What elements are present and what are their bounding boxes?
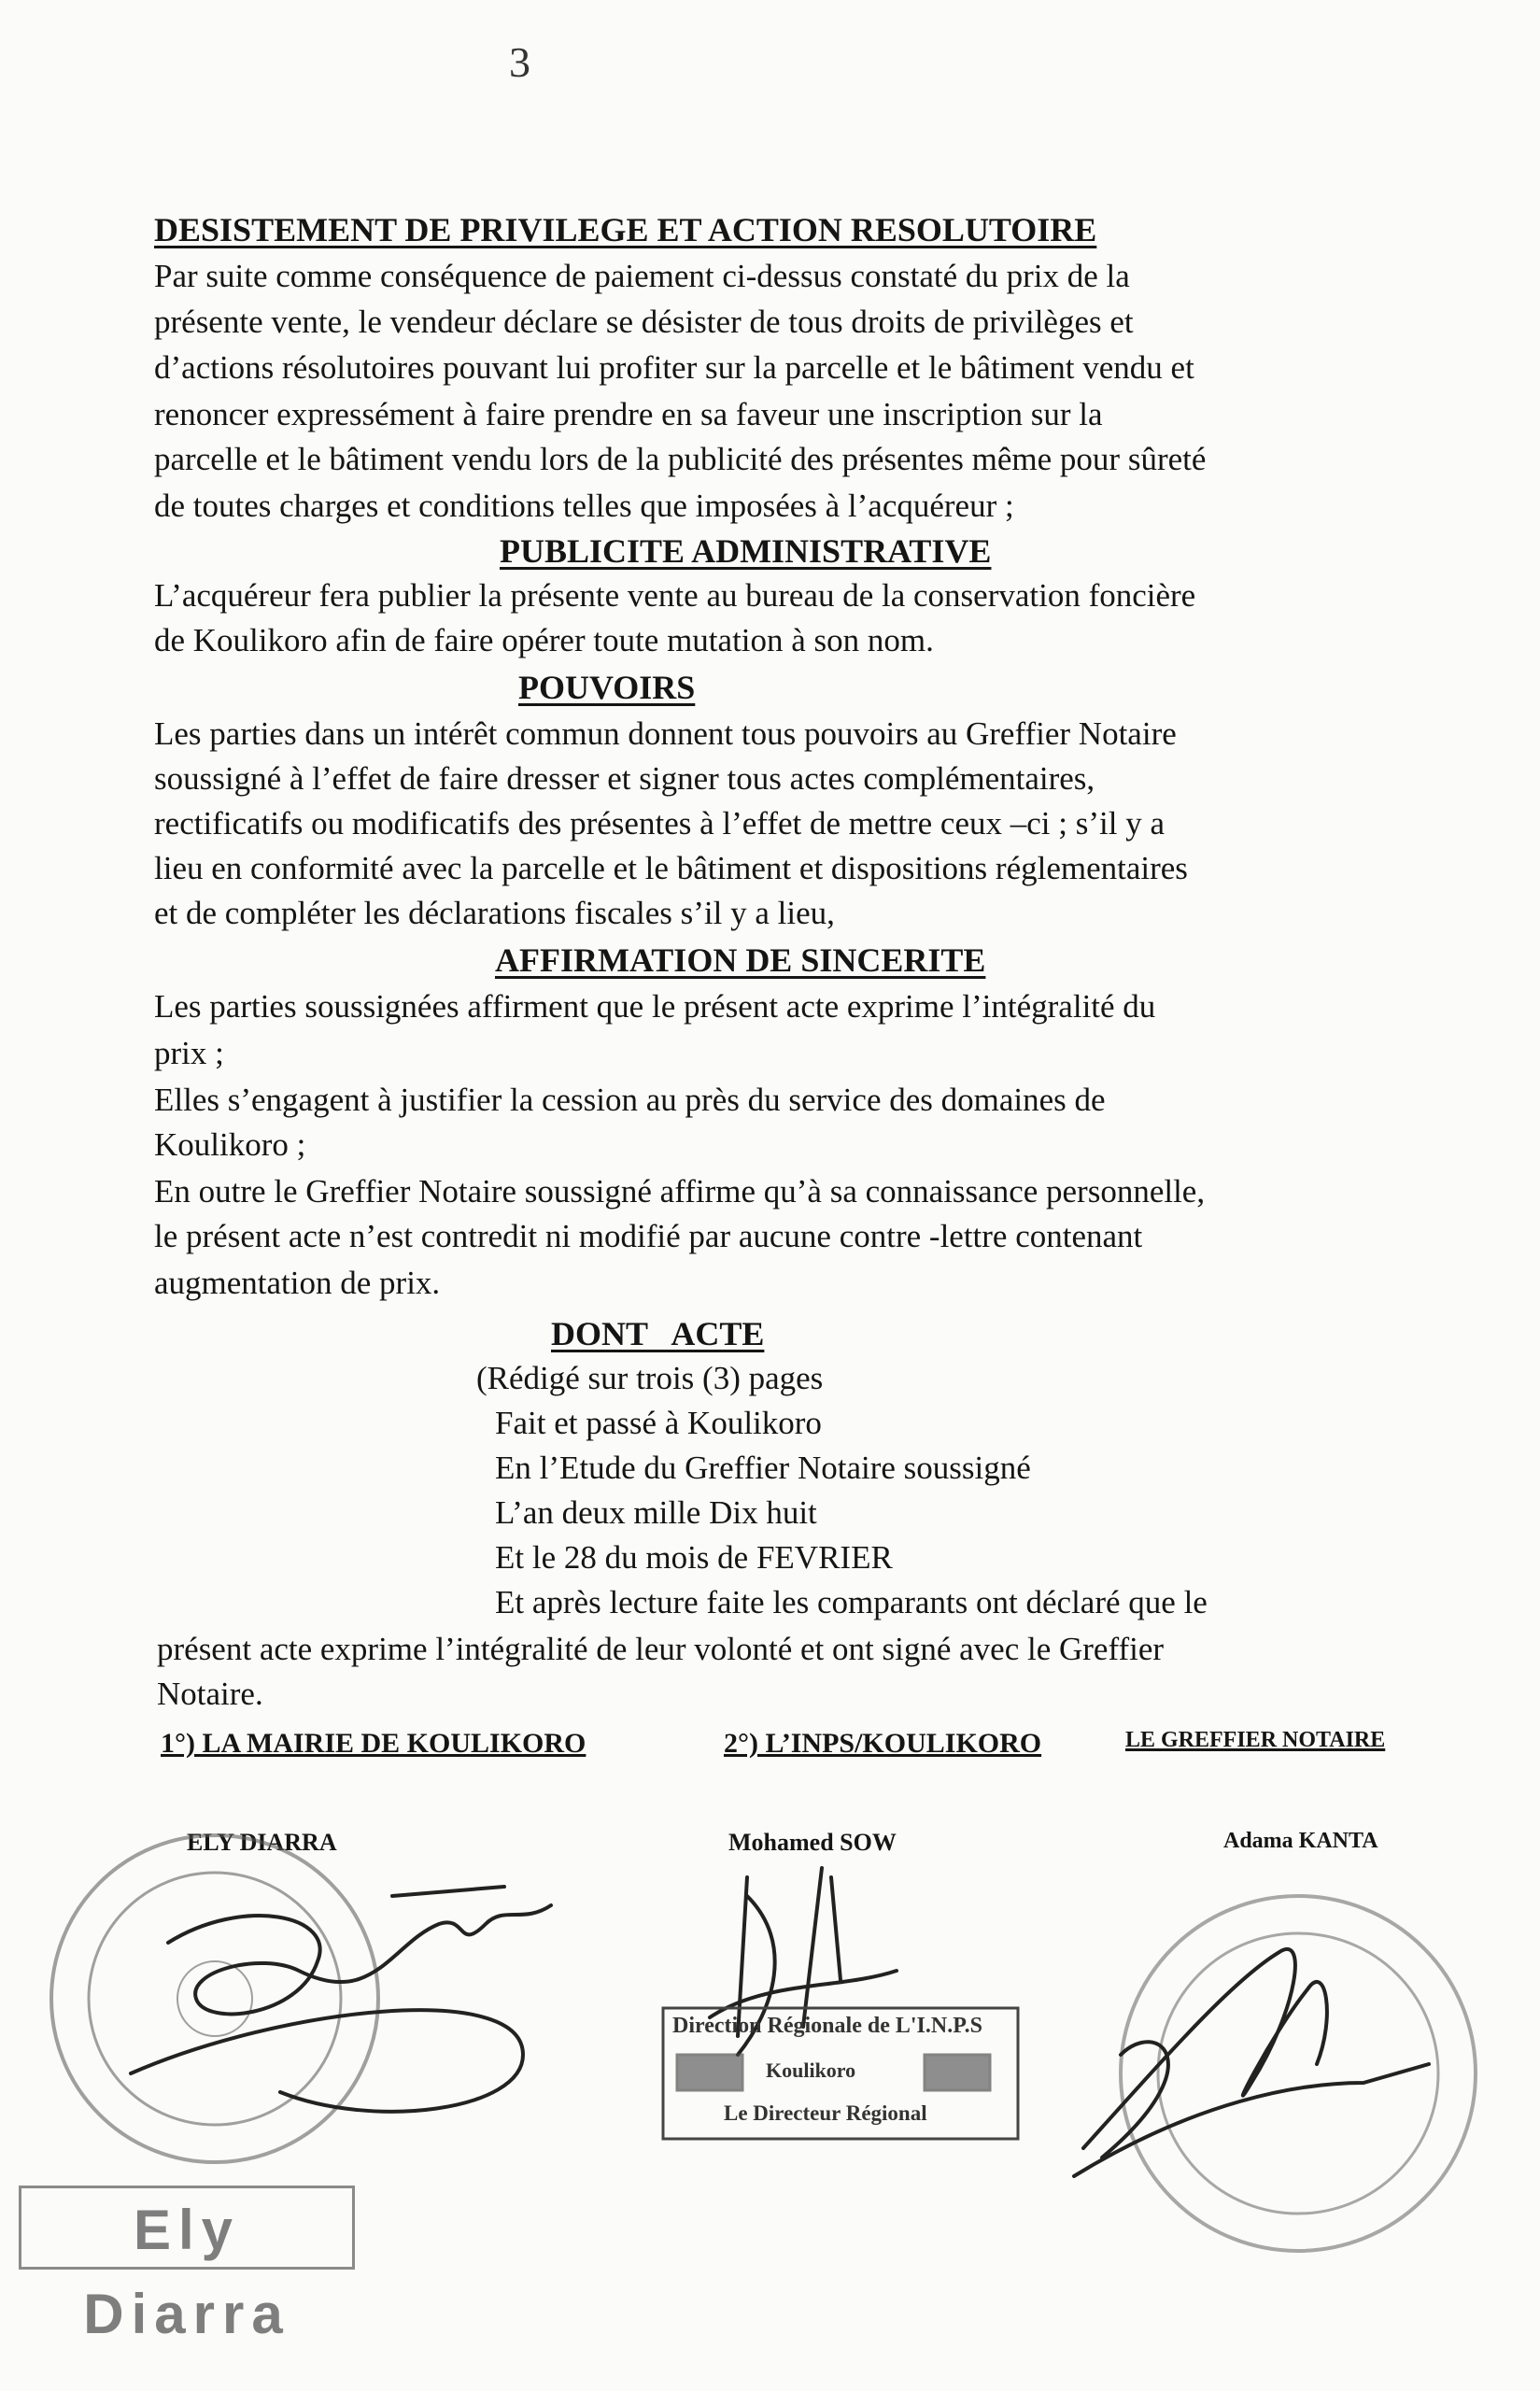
signatory-name-inps: Mohamed SOW — [728, 1829, 897, 1856]
greffier-round-seal — [1121, 1896, 1476, 2251]
adama-kanta-signature — [1074, 1949, 1429, 2176]
paragraph-line: Et le 28 du mois de FEVRIER — [495, 1539, 893, 1576]
paragraph-line: (Rédigé sur trois (3) pages — [476, 1360, 824, 1396]
paragraph-line: et de compléter les déclarations fiscales s’il y a lieu, — [154, 895, 835, 931]
paragraph-line: parcelle et le bâtiment vendu lors de la publicité des présentes même pour sûreté — [154, 441, 1207, 477]
paragraph-line: augmentation de prix. — [154, 1265, 441, 1301]
heading-affirmation: AFFIRMATION DE SINCERITE — [495, 941, 986, 979]
signatory-heading-greffier: LE GREFFIER NOTAIRE — [1125, 1728, 1386, 1752]
paragraph-line: Les parties dans un intérêt commun donnent tous pouvoirs au Greffier Notaire — [154, 715, 1177, 752]
paragraph-line: de toutes charges et conditions telles que imposées à l’acquéreur ; — [154, 488, 1014, 524]
paragraph-line: Par suite comme conséquence de paiement ci-dessus constaté du prix de la — [154, 258, 1130, 294]
heading-pouvoirs: POUVOIRS — [518, 669, 696, 706]
paragraph-line: Notaire. — [157, 1676, 263, 1712]
paragraph-line: prix ; — [154, 1035, 224, 1071]
paragraph-line: Fait et passé à Koulikoro — [495, 1405, 822, 1441]
paragraph-line: L’acquéreur fera publier la présente vente au bureau de la conservation foncière — [154, 577, 1196, 614]
paragraph-line: Elles s’engagent à justifier la cession au près du service des domaines de — [154, 1082, 1106, 1118]
signatory-heading-mairie: 1°) LA MAIRIE DE KOULIKORO — [161, 1728, 586, 1759]
heading-dont-acte: DONT ACTE — [551, 1315, 765, 1352]
mairie-round-seal — [51, 1835, 378, 2162]
heading-desistement: DESISTEMENT DE PRIVILEGE ET ACTION RESOLUTOIRE — [154, 211, 1097, 248]
signatory-name-greffier: Adama KANTA — [1223, 1829, 1378, 1853]
signatory-heading-inps: 2°) L’INPS/KOULIKORO — [724, 1728, 1042, 1759]
paragraph-line: L’an deux mille Dix huit — [495, 1494, 817, 1531]
paragraph-line: le présent acte n’est contredit ni modifié par aucune contre -lettre contenant — [154, 1218, 1143, 1254]
paragraph-line: soussigné à l’effet de faire dresser et signer tous actes complémentaires, — [154, 760, 1095, 797]
paragraph-line: présente vente, le vendeur déclare se désister de tous droits de privilèges et — [154, 304, 1134, 340]
inps-stamp-line2: Koulikoro — [766, 2059, 856, 2082]
paragraph-line: Et après lecture faite les comparants ont déclaré que le — [495, 1584, 1208, 1620]
heading-publicite: PUBLICITE ADMINISTRATIVE — [500, 532, 992, 570]
ely-diarra-name-stamp: Ely Diarra — [19, 2186, 355, 2270]
paragraph-line: Koulikoro ; — [154, 1126, 306, 1163]
paragraph-line: présent acte exprime l’intégralité de leur volonté et ont signé avec le Greffier — [157, 1631, 1165, 1667]
inps-stamp-line3: Le Directeur Régional — [724, 2101, 927, 2125]
paragraph-line: En outre le Greffier Notaire soussigné affirme qu’à sa connaissance personnelle, — [154, 1173, 1206, 1210]
inps-stamp-line1: Direction Régionale de L'I.N.P.S — [672, 2014, 983, 2038]
page-number-handwritten: 3 — [509, 38, 530, 86]
paragraph-line: rectificatifs ou modificatifs des présentes à l’effet de mettre ceux –ci ; s’il y a — [154, 805, 1165, 842]
paragraph-line: En l’Etude du Greffier Notaire soussigné — [495, 1450, 1031, 1486]
paragraph-line: renoncer expressément à faire prendre en sa faveur une inscription sur la — [154, 396, 1103, 432]
paragraph-line: d’actions résolutoires pouvant lui profiter sur la parcelle et le bâtiment vendu et — [154, 349, 1194, 386]
paragraph-line: Les parties soussignées affirment que le présent acte exprime l’intégralité du — [154, 988, 1156, 1025]
signatory-name-mairie: ELY DIARRA — [187, 1829, 337, 1856]
paragraph-line: de Koulikoro afin de faire opérer toute mutation à son nom. — [154, 622, 934, 658]
paragraph-line: lieu en conformité avec la parcelle et le bâtiment et dispositions réglementaires — [154, 850, 1188, 886]
